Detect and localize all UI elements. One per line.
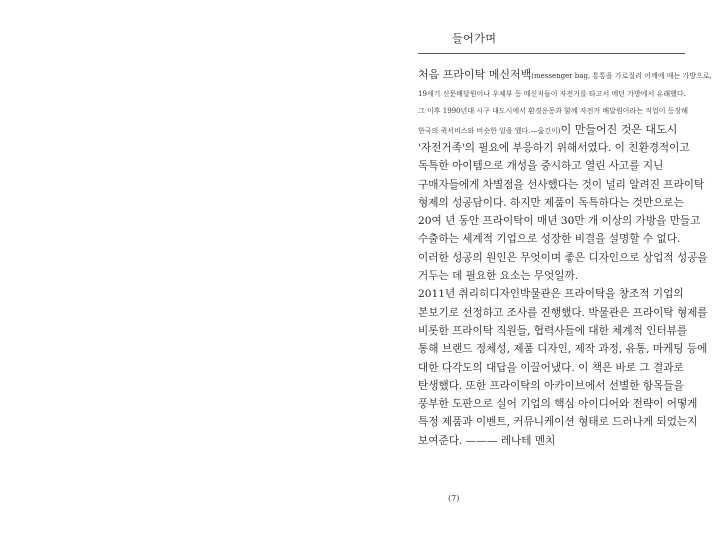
body-line: 비롯한 프라이탁 직원들, 협력사들에 대한 체계적 인터뷰를 <box>418 324 688 337</box>
body-line: 통해 브랜드 정체성, 제품 디자인, 제작 과정, 유통, 마케팅 등에 <box>418 343 708 356</box>
note-text: 한국의 퀵서비스와 비슷한 일을 했다.—옮긴이) <box>418 126 561 135</box>
page-number: (7) <box>448 494 460 503</box>
intro-note <box>418 66 712 140</box>
body-line: 20여 년 동안 프라이탁이 매년 30만 개 이상의 가방을 만들고 <box>418 215 701 228</box>
body-line: 풍부한 도판으로 실어 기업의 핵심 아이디어와 전략이 어떻게 <box>418 398 698 411</box>
body-line: 대한 다각도의 대답을 이끌어냈다. 이 책은 바로 그 결과로 <box>418 361 684 374</box>
note-line-1 <box>418 66 712 86</box>
note-text: (messenger bag, 통통을 가로질러 어깨에 매는 가방으로, <box>531 72 712 80</box>
body-line: 특정 제품과 이벤트, 커뮤니케이션 형태로 드러나게 되었는지 <box>418 416 698 429</box>
section-title: 들어가며 <box>452 32 497 45</box>
note-tail: 이 만들어진 것은 대도시 <box>560 122 678 136</box>
title-rule <box>418 53 685 54</box>
body-line: 형제의 성공담이다. 하지만 제품이 독특하다는 것만으로는 <box>418 196 684 209</box>
body-line: 2011년 취리히디자인박물관은 프라이탁을 창조적 기업의 <box>418 288 684 301</box>
body-line: 본보기로 선정하고 조사를 진행했다. 박물관은 프라이탁 형제를 <box>418 306 708 319</box>
body-line: 이러한 성공의 원인은 무엇이며 좋은 디자인으로 상업적 성공을 <box>418 251 708 264</box>
note-lead: 처음 프라이탁 메신저백 <box>418 68 532 81</box>
note-line-2: 19세기 신문배달원이나 우체부 등 메신저들이 자전거를 타고서 메던 가방에서 유래했다. <box>418 89 686 98</box>
body-line: 거두는 데 필요한 요소는 무엇일까. <box>418 270 579 283</box>
body-line: 구매자들에게 차별점을 선사했다는 것이 널리 알려진 프라이탁 <box>418 178 705 191</box>
body-line: '자전거족'의 필요에 부응하기 위해서였다. 이 친환경적이고 <box>418 142 690 154</box>
body-line: 보여준다. ——— 레나테 멘치 <box>418 434 556 447</box>
body-line: 탄생했다. 또한 프라이탁의 아카이브에서 선별한 항목들을 <box>418 379 684 392</box>
body-line: 독특한 아이템으로 개성을 중시하고 열린 사고를 지닌 <box>418 160 664 173</box>
body-paragraphs <box>418 139 708 450</box>
note-line-4 <box>418 121 693 141</box>
note-line-3: 그 이후 1990년대 시구 대도시에서 환경운동과 함께 자전거 배달원이라는 직업이 등장해 <box>418 107 688 115</box>
body-line: 수출하는 세계적 기업으로 성장한 비결을 설명할 수 없다. <box>418 233 681 246</box>
